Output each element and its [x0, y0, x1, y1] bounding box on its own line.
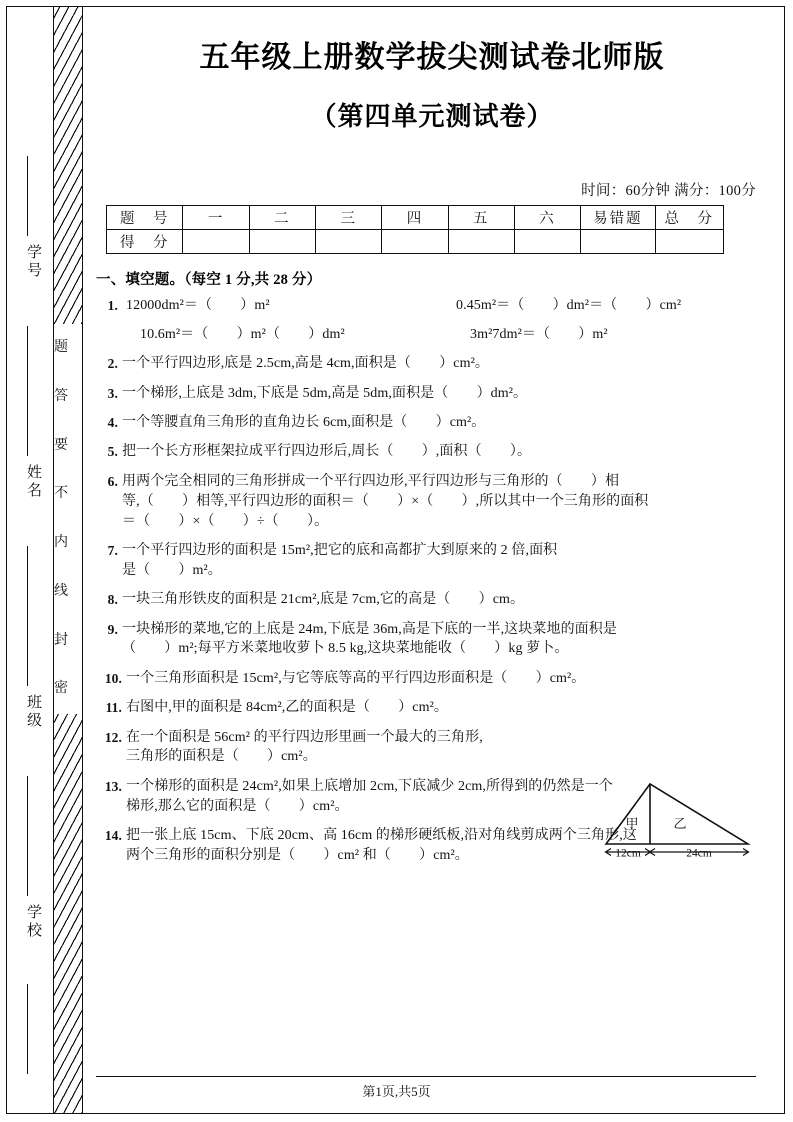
question-11-text: 右图中,甲的面积是 84cm²,乙的面积是（ ）cm²。 [126, 700, 449, 716]
question-6-line1: 用两个完全相同的三角形拼成一个平行四边形,平行四边形与三角形的（ ）相 [122, 473, 620, 489]
seal-char: 不 [54, 486, 84, 502]
question-12-line1: 在一个面积是 56cm² 的平行四边形里画一个最大的三角形, [126, 729, 483, 745]
field-label-school: 学校 [25, 904, 41, 940]
exam-content [96, 14, 768, 875]
question-7-line1: 一个平行四边形的面积是 15m²,把它的底和高都扩大到原来的 2 倍,面积 [122, 542, 558, 558]
question-6-line2: 等,（ ）相等,平行四边形的面积＝（ ）×（ ）,所以其中一个三角形的面积 [122, 493, 649, 509]
score-cell-4[interactable] [382, 230, 448, 254]
question-9-number: 9. [107, 621, 118, 637]
row-label-question-no: 题 号 [107, 206, 183, 230]
exam-meta-info: 时间：60分钟 满分：100分 [581, 183, 756, 199]
question-1-right-line1: 0.45m²＝（ ）dm²＝（ ）cm² [456, 298, 682, 313]
table-row-header [107, 206, 724, 230]
question-1-number: 1. [107, 298, 118, 313]
question-5 [96, 442, 768, 462]
question-14-line2: 两个三角形的面积分别是（ ）cm² 和（ ）cm²。 [126, 847, 469, 863]
field-rule-5 [27, 984, 28, 1074]
col-header-4: 四 [382, 206, 448, 230]
field-rule-2 [27, 326, 28, 456]
field-label-class: 班级 [25, 694, 41, 730]
question-1-right-line2: 3m²7dm²＝（ ）m² [470, 326, 608, 342]
col-header-5: 五 [448, 206, 514, 230]
score-table [106, 205, 724, 254]
field-rule-1 [27, 156, 28, 236]
field-rule-3 [27, 546, 28, 686]
question-8-text: 一块三角形铁皮的面积是 21cm²,底是 7cm,它的高是（ ）cm。 [122, 592, 525, 608]
question-5-text: 把一个长方形框架拉成平行四边形后,周长（ ）,面积（ ）。 [122, 444, 532, 460]
seal-char: 线 [54, 583, 84, 599]
seal-line-strip [53, 6, 83, 1114]
seal-char: 内 [54, 535, 84, 550]
question-13-line1: 一个梯形的面积是 24cm²,如果上底增加 2cm,下底减少 2cm,所得到的仍然是一个 [126, 778, 613, 794]
question-7-line2: 是（ ）m²。 [122, 562, 222, 578]
seal-char: 密 [54, 681, 84, 697]
table-row-score [107, 230, 724, 254]
question-3 [96, 384, 768, 404]
question-1-left-line1: 12000dm²＝（ ）m² [126, 298, 270, 313]
footer-divider [96, 1076, 756, 1077]
section-heading-fill-in-blank: 一、填空题。（每空 1 分,共 28 分） [96, 272, 322, 288]
col-header-6: 六 [514, 206, 580, 230]
question-8 [96, 590, 768, 610]
score-cell-1[interactable] [183, 230, 249, 254]
question-7 [96, 541, 768, 581]
question-14-line1: 把一张上底 15cm、下底 20cm、高 16cm 的梯形硬纸板,沿对角线剪成两个三角形,这 [126, 828, 637, 843]
question-10 [96, 669, 768, 689]
question-11 [96, 698, 768, 718]
outer-triangle-shape [606, 784, 748, 844]
question-10-text: 一个三角形面积是 15cm²,与它等底等高的平行四边形面积是（ ）cm²。 [126, 670, 586, 686]
figure-dimension-right: 24cm [686, 847, 712, 860]
seal-hatch-bottom [54, 714, 82, 1114]
page-title: 五年级上册数学拔尖测试卷北师版 [199, 41, 665, 74]
score-cell-total[interactable] [655, 230, 723, 254]
seal-char: 题 [54, 340, 84, 355]
question-9 [96, 620, 768, 660]
question-6-number: 6. [107, 473, 118, 489]
question-2-number: 2. [107, 356, 118, 372]
student-fields-column [6, 6, 52, 1114]
question-12-line2: 三角形的面积是（ ）cm²。 [126, 749, 317, 765]
page-subtitle: （第四单元测试卷） [310, 102, 554, 131]
score-cell-6[interactable] [514, 230, 580, 254]
question-2 [96, 354, 768, 374]
question-12 [96, 728, 768, 768]
score-cell-2[interactable] [249, 230, 315, 254]
question-13-number: 13. [104, 778, 122, 794]
figure-label-yi: 乙 [673, 816, 687, 831]
seal-char: 要 [54, 437, 84, 453]
question-11-number: 11. [105, 700, 122, 716]
question-7-number: 7. [107, 542, 118, 558]
col-header-2: 二 [249, 206, 315, 230]
score-cell-error-prone[interactable] [581, 230, 655, 254]
question-10-number: 10. [104, 670, 122, 686]
question-4-text: 一个等腰直角三角形的直角边长 6cm,面积是（ ）cm²。 [122, 415, 486, 430]
question-4-number: 4. [107, 415, 118, 430]
question-3-text: 一个梯形,上底是 3dm,下底是 5dm,高是 5dm,面积是（ ）dm²。 [122, 385, 528, 401]
col-header-total: 总 分 [655, 206, 723, 230]
question-3-number: 3. [107, 385, 118, 401]
question-6 [96, 472, 768, 532]
sealing-margin [6, 6, 88, 1114]
figure-dimension-left: 12cm [615, 847, 641, 860]
question-11-figure [598, 776, 756, 866]
question-1 [96, 296, 768, 345]
field-label-student-id: 学号 [25, 244, 41, 280]
col-header-1: 一 [183, 206, 249, 230]
question-1-left-line2: 10.6m²＝（ ）m²（ ）dm² [140, 326, 345, 342]
field-label-name: 姓名 [25, 464, 41, 500]
seal-hatch-top [54, 6, 82, 324]
seal-char: 封 [54, 632, 84, 648]
triangle-figure-svg [598, 776, 756, 866]
row-label-score: 得 分 [107, 230, 183, 254]
question-4 [96, 413, 768, 433]
question-6-line3: ＝（ ）×（ ）÷（ ）。 [122, 513, 329, 529]
field-rule-4 [27, 776, 28, 896]
question-9-line2: （ ）m²;每平方米菜地收萝卜 8.5 kg,这块菜地能收（ ）kg 萝卜。 [122, 641, 569, 657]
question-2-text: 一个平行四边形,底是 2.5cm,高是 4cm,面积是（ ）cm²。 [122, 356, 490, 372]
question-13-line2: 梯形,那么它的面积是（ ）cm²。 [126, 798, 349, 814]
page-footer: 第1页,共5页 [362, 1084, 431, 1099]
col-header-3: 三 [316, 206, 382, 230]
figure-label-jia: 甲 [625, 816, 639, 831]
question-9-line1: 一块梯形的菜地,它的上底是 24m,下底是 36m,高是下底的一半,这块菜地的面积是 [122, 621, 617, 637]
question-14-number: 14. [104, 828, 122, 843]
score-cell-5[interactable] [448, 230, 514, 254]
seal-line-text [54, 324, 82, 714]
question-12-number: 12. [104, 729, 122, 745]
score-cell-3[interactable] [316, 230, 382, 254]
seal-char: 答 [54, 388, 84, 404]
col-header-error-prone: 易错题 [581, 206, 655, 230]
question-8-number: 8. [107, 592, 118, 608]
question-5-number: 5. [107, 444, 118, 460]
